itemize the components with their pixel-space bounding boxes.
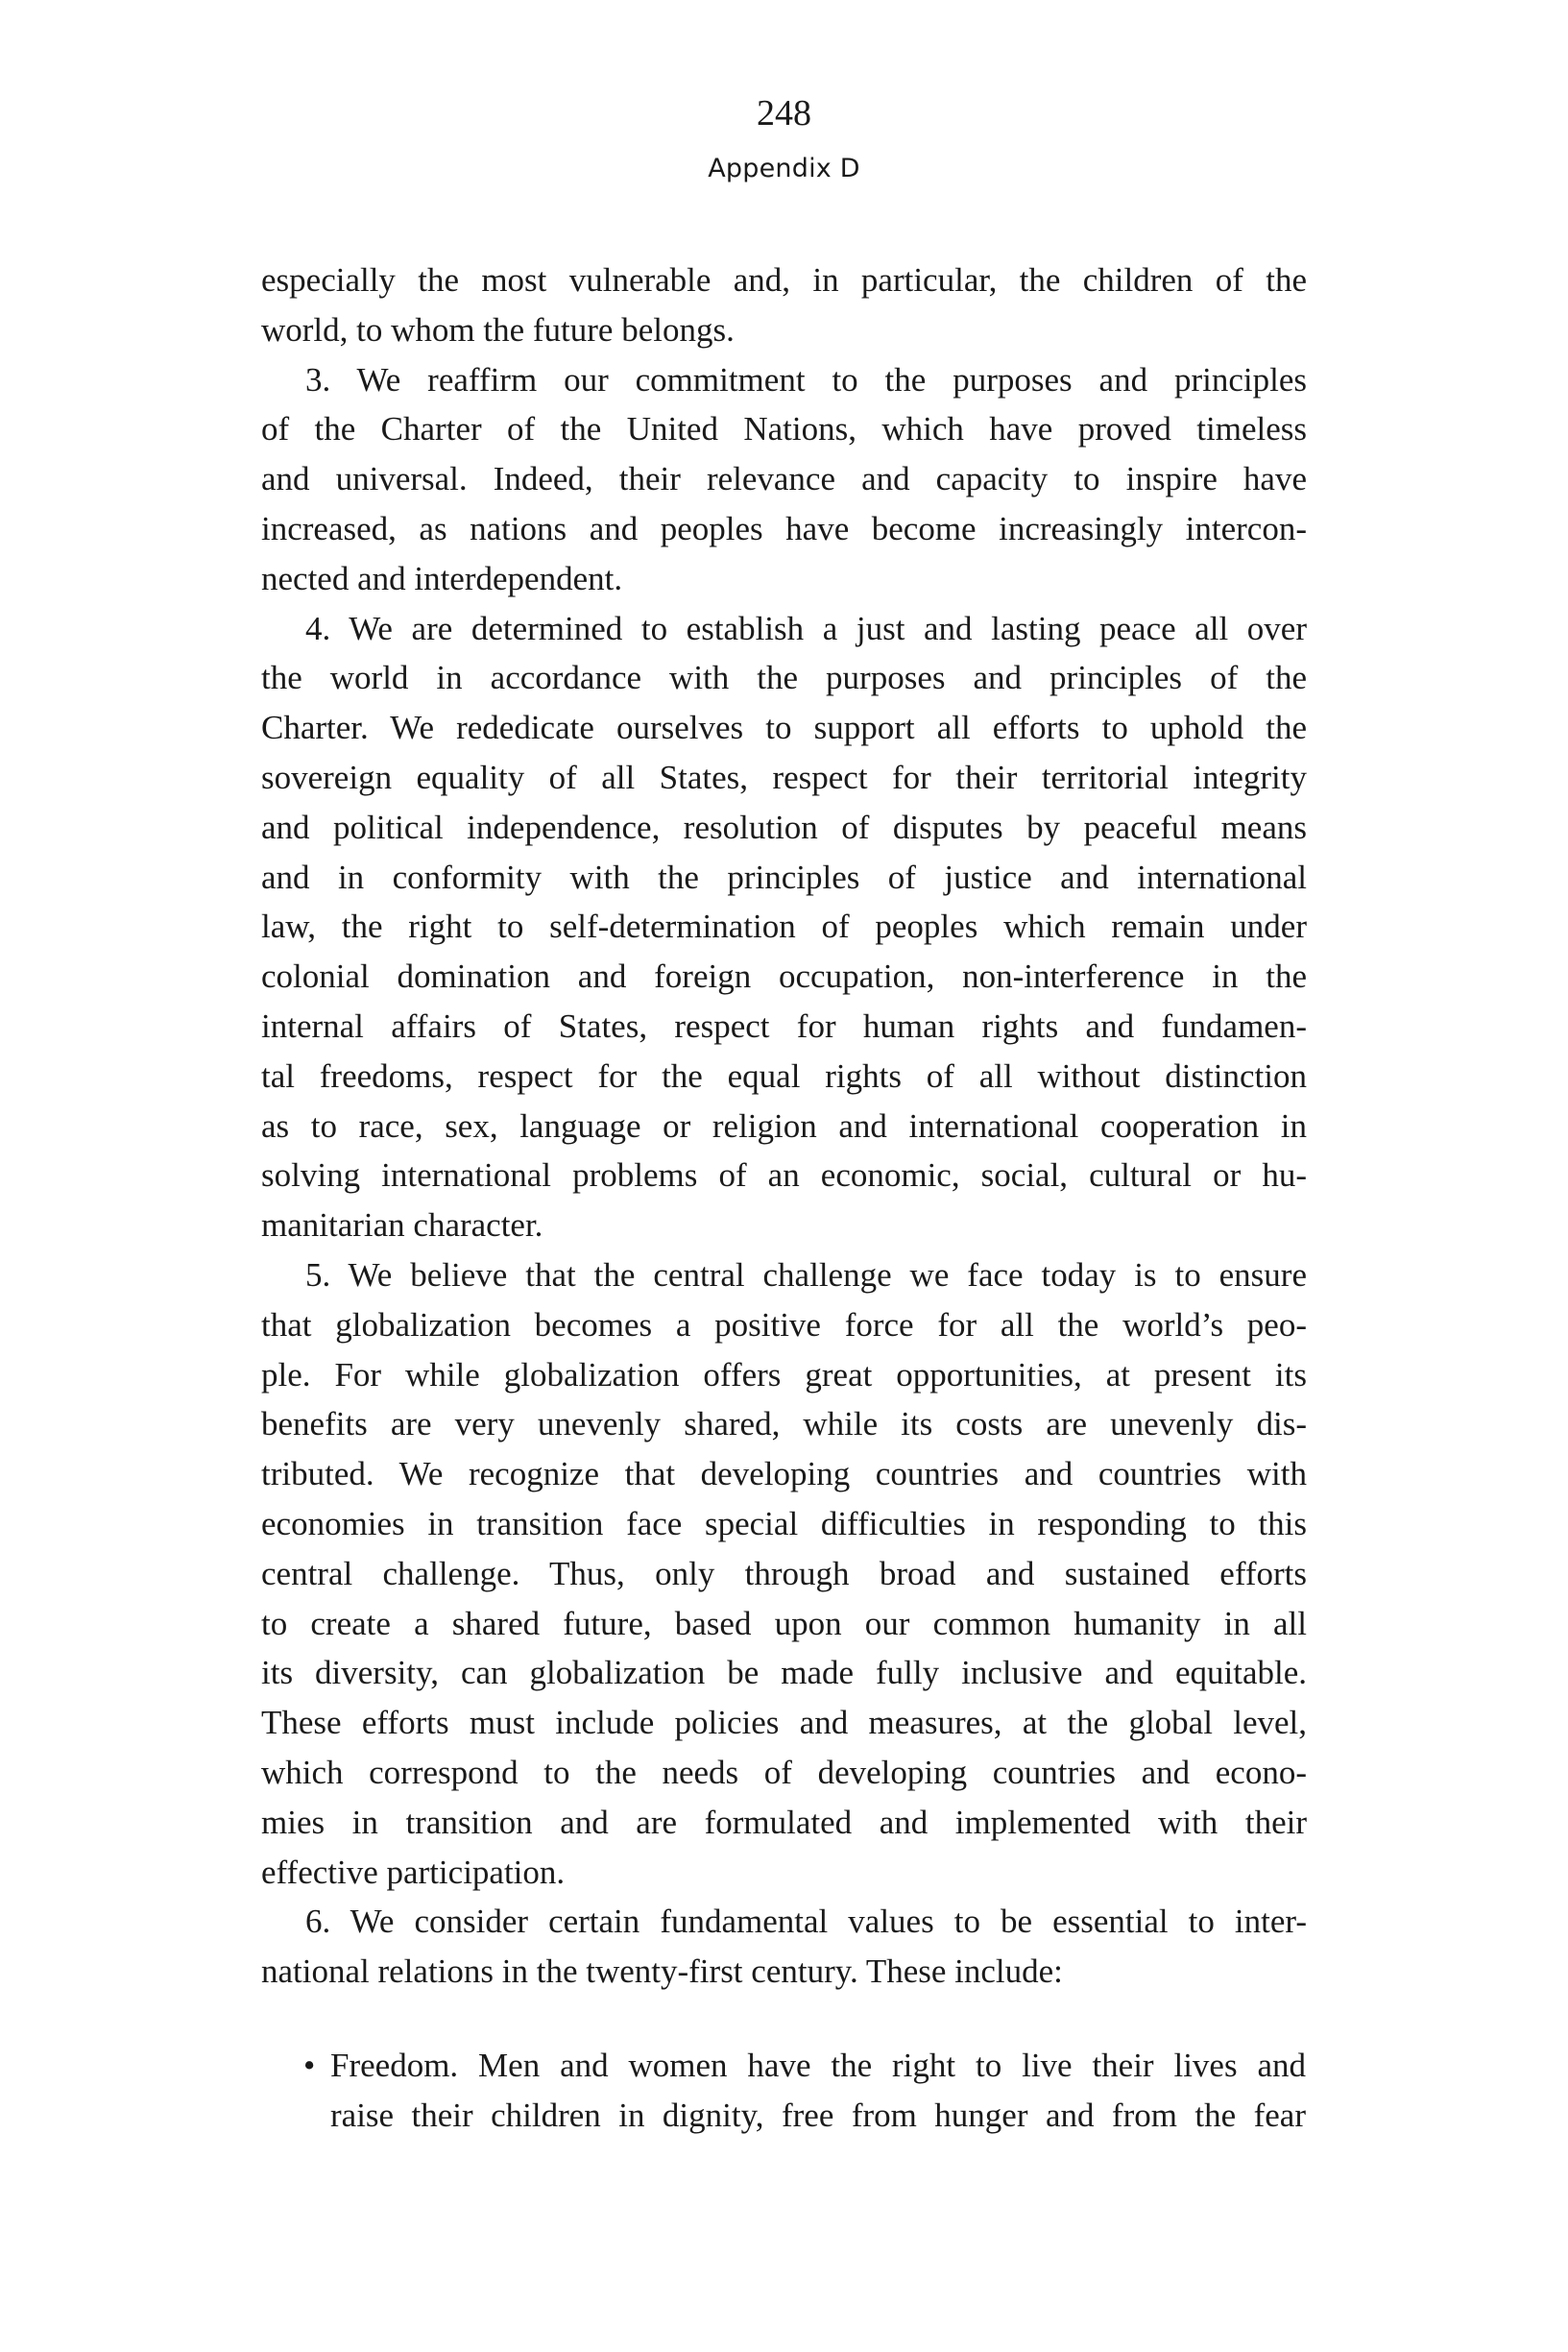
text-line: raise their children in dignity, free from hunger and from the fear xyxy=(330,2096,1306,2134)
text-line: nected and interdependent. xyxy=(261,559,623,597)
text-line: effective participation. xyxy=(261,1853,566,1891)
page-number: 248 xyxy=(757,93,811,133)
text-line: which correspond to the needs of developing countries and econo- xyxy=(261,1753,1307,1791)
text-line: and political independence, resolution of disputes by peaceful means xyxy=(261,808,1307,846)
text-line: increased, as nations and peoples have become increasingly intercon- xyxy=(261,509,1307,547)
text-line: solving international problems of an economic, social, cultural or hu- xyxy=(261,1156,1307,1195)
text-line: law, the right to self-determination of peoples which remain under xyxy=(261,908,1307,946)
text-line: 3. We reaffirm our commitment to the purposes and principles xyxy=(305,360,1307,399)
text-line: internal affairs of States, respect for human rights and fundamen- xyxy=(261,1006,1307,1045)
text-line: manitarian character. xyxy=(261,1206,543,1245)
text-line: and in conformity with the principles of justice and international xyxy=(261,858,1307,896)
text-line: as to race, sex, language or religion and international cooperation in xyxy=(261,1106,1307,1145)
paragraph-3 xyxy=(261,355,1307,604)
text-line: benefits are very unevenly shared, while its costs are unevenly dis- xyxy=(261,1405,1307,1443)
text-line: world, to whom the future belongs. xyxy=(261,310,735,349)
text-line: its diversity, can globalization be made fully inclusive and equitable. xyxy=(261,1654,1307,1692)
text-line: tributed. We recognize that developing countries and countries with xyxy=(261,1455,1307,1493)
paragraph-6 xyxy=(261,1897,1307,1997)
text-line: central challenge. Thus, only through broad and sustained efforts xyxy=(261,1554,1307,1592)
text-line: colonial domination and foreign occupation, non-interference in the xyxy=(261,958,1307,996)
text-line: 5. We believe that the central challenge we face today is to ensure xyxy=(305,1255,1307,1294)
text-line: economies in transition face special difficulties in responding to this xyxy=(261,1504,1307,1542)
text-line: sovereign equality of all States, respect for their territorial integrity xyxy=(261,758,1307,796)
text-line: tal freedoms, respect for the equal rights of all without distinction xyxy=(261,1056,1307,1095)
text-line: that globalization becomes a positive force for all the world’s peo- xyxy=(261,1305,1307,1344)
bullet-text: Freedom. Men and women have the right to live their lives and xyxy=(330,2046,1306,2084)
bullet-icon: • xyxy=(303,2046,316,2084)
text-line: Charter. We rededicate ourselves to support all efforts to uphold the xyxy=(261,709,1307,747)
list-spacer xyxy=(261,1997,1307,2041)
text-line: of the Charter of the United Nations, which have proved timeless xyxy=(261,410,1307,449)
text-line: 6. We consider certain fundamental values to be essential to inter- xyxy=(305,1903,1307,1941)
text-line: 4. We are determined to establish a just and lasting peace all over xyxy=(305,609,1307,647)
text-line: the world in accordance with the purposes and principles of the xyxy=(261,659,1307,697)
paragraph-5 xyxy=(261,1250,1307,1897)
text-line: national relations in the twenty-first century. These include: xyxy=(261,1952,1063,1991)
text-line: especially the most vulnerable and, in particular, the children of the xyxy=(261,261,1307,299)
body-text xyxy=(261,255,1307,2140)
text-line xyxy=(261,2041,1306,2091)
running-head: Appendix D xyxy=(708,154,860,183)
paragraph-4 xyxy=(261,604,1307,1250)
text-line: ple. For while globalization offers great opportunities, at present its xyxy=(261,1355,1307,1394)
text-line: to create a shared future, based upon our common humanity in all xyxy=(261,1604,1307,1642)
text-line: These efforts must include policies and measures, at the global level, xyxy=(261,1704,1307,1742)
bullet-item-freedom xyxy=(261,2041,1307,2141)
text-line: mies in transition and are formulated and implemented with their xyxy=(261,1803,1307,1841)
text-line: and universal. Indeed, their relevance and capacity to inspire have xyxy=(261,460,1307,498)
paragraph-continuation xyxy=(261,255,1307,355)
